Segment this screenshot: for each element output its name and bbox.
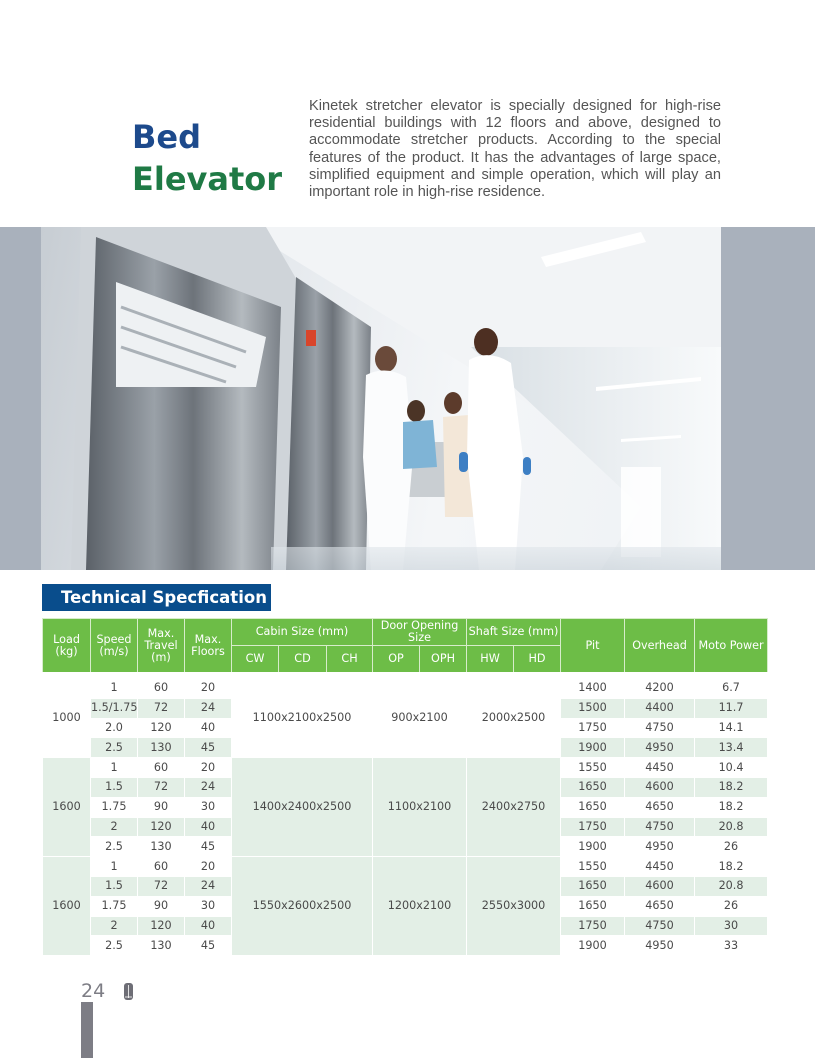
floors-cell: 45: [185, 837, 232, 857]
header-speed: Speed (m/s): [91, 619, 138, 676]
door-size-cell: 900x2100: [373, 676, 467, 758]
cabin-size-cell: 1100x2100x2500: [232, 676, 373, 758]
overhead-cell: 4950: [625, 738, 695, 758]
speed-cell: 1.5: [91, 777, 138, 797]
power-cell: 13.4: [695, 738, 768, 758]
power-cell: 18.2: [695, 777, 768, 797]
header-cd: CD: [279, 646, 327, 676]
speed-cell: 1: [91, 758, 138, 778]
speed-cell: 2: [91, 817, 138, 837]
table-row: [43, 857, 768, 877]
overhead-cell: 4600: [625, 777, 695, 797]
floors-cell: 20: [185, 676, 232, 699]
load-cell: 1600: [43, 758, 91, 857]
floors-cell: 20: [185, 857, 232, 877]
speed-cell: 1: [91, 857, 138, 877]
travel-cell: 120: [138, 817, 185, 837]
pit-cell: 1750: [561, 817, 625, 837]
power-cell: 26: [695, 837, 768, 857]
overhead-cell: 4450: [625, 857, 695, 877]
overhead-cell: 4750: [625, 718, 695, 738]
load-cell: 1600: [43, 857, 91, 956]
header-hw: HW: [467, 646, 514, 676]
floors-cell: 24: [185, 698, 232, 718]
header-load: Load (kg): [43, 619, 91, 676]
header-pit: Pit: [561, 619, 625, 676]
speed-cell: 1.5: [91, 876, 138, 896]
power-cell: 18.2: [695, 857, 768, 877]
overhead-cell: 4950: [625, 936, 695, 956]
table-row: [43, 676, 768, 699]
shaft-size-cell: 2400x2750: [467, 758, 561, 857]
pit-cell: 1650: [561, 797, 625, 817]
travel-cell: 72: [138, 698, 185, 718]
power-cell: 30: [695, 916, 768, 936]
header-shaft-size: Shaft Size (mm): [467, 619, 561, 646]
speed-cell: 1: [91, 676, 138, 699]
travel-cell: 60: [138, 857, 185, 877]
travel-cell: 90: [138, 797, 185, 817]
header-cabin-size: Cabin Size (mm): [232, 619, 373, 646]
overhead-cell: 4600: [625, 876, 695, 896]
travel-cell: 130: [138, 837, 185, 857]
travel-cell: 130: [138, 738, 185, 758]
power-cell: 14.1: [695, 718, 768, 738]
travel-cell: 90: [138, 896, 185, 916]
section-title: Technical Specfication: [42, 584, 271, 611]
door-size-cell: 1100x2100: [373, 758, 467, 857]
header-oph: OPH: [420, 646, 467, 676]
speed-cell: 2.5: [91, 738, 138, 758]
travel-cell: 60: [138, 758, 185, 778]
pit-cell: 1750: [561, 916, 625, 936]
power-cell: 20.8: [695, 817, 768, 837]
intro-paragraph: Kinetek stretcher elevator is specially designed for high-rise residential buildings with 12 floors and above, designed to accommodate stretcher products. According to the special features of the product. It has the advantages of large space, simplified equipment and simple operation, which will play an important role in high-rise residence.: [309, 98, 721, 201]
header-overhead: Overhead: [625, 619, 695, 676]
power-cell: 26: [695, 896, 768, 916]
pit-cell: 1900: [561, 936, 625, 956]
shaft-size-cell: 2550x3000: [467, 857, 561, 956]
elevator-photo-illustration: [41, 227, 721, 570]
header-hd: HD: [514, 646, 561, 676]
pit-cell: 1750: [561, 718, 625, 738]
power-cell: 20.8: [695, 876, 768, 896]
floors-cell: 45: [185, 738, 232, 758]
floors-cell: 45: [185, 936, 232, 956]
spec-table: [42, 618, 768, 956]
overhead-cell: 4950: [625, 837, 695, 857]
speed-cell: 1.5/1.75: [91, 698, 138, 718]
header-op: OP: [373, 646, 420, 676]
speed-cell: 2.5: [91, 837, 138, 857]
page-bar: [81, 1002, 93, 1058]
overhead-cell: 4650: [625, 797, 695, 817]
pit-cell: 1550: [561, 857, 625, 877]
speed-cell: 2.0: [91, 718, 138, 738]
cabin-size-cell: 1400x2400x2500: [232, 758, 373, 857]
floors-cell: 40: [185, 916, 232, 936]
overhead-cell: 4750: [625, 916, 695, 936]
shaft-size-cell: 2000x2500: [467, 676, 561, 758]
header-max-travel: Max. Travel (m): [138, 619, 185, 676]
overhead-cell: 4200: [625, 676, 695, 699]
floors-cell: 20: [185, 758, 232, 778]
pit-cell: 1550: [561, 758, 625, 778]
travel-cell: 120: [138, 718, 185, 738]
floors-cell: 30: [185, 797, 232, 817]
travel-cell: 120: [138, 916, 185, 936]
speed-cell: 2.5: [91, 936, 138, 956]
pit-cell: 1900: [561, 738, 625, 758]
power-cell: 18.2: [695, 797, 768, 817]
header-door-opening: Door Opening Size: [373, 619, 467, 646]
page-title: [132, 116, 282, 200]
pit-cell: 1500: [561, 698, 625, 718]
power-cell: 33: [695, 936, 768, 956]
pit-cell: 1650: [561, 777, 625, 797]
pit-cell: 1400: [561, 676, 625, 699]
header-max-floors: Max. Floors: [185, 619, 232, 676]
header-ch: CH: [327, 646, 373, 676]
speed-cell: 1.75: [91, 896, 138, 916]
travel-cell: 72: [138, 876, 185, 896]
speed-cell: 1.75: [91, 797, 138, 817]
header-cw: CW: [232, 646, 279, 676]
overhead-cell: 4750: [625, 817, 695, 837]
load-cell: 1000: [43, 676, 91, 758]
floors-cell: 24: [185, 777, 232, 797]
power-cell: 6.7: [695, 676, 768, 699]
travel-cell: 72: [138, 777, 185, 797]
overhead-cell: 4650: [625, 896, 695, 916]
cabin-size-cell: 1550x2600x2500: [232, 857, 373, 956]
floors-cell: 24: [185, 876, 232, 896]
speed-cell: 2: [91, 916, 138, 936]
title-line-elevator: Elevator: [132, 160, 283, 198]
page-number: 24: [81, 980, 106, 1002]
pit-cell: 1650: [561, 896, 625, 916]
overhead-cell: 4400: [625, 698, 695, 718]
bookmark-icon: [123, 983, 134, 1000]
title-line-bed: Bed: [132, 118, 201, 156]
travel-cell: 130: [138, 936, 185, 956]
door-size-cell: 1200x2100: [373, 857, 467, 956]
floors-cell: 40: [185, 718, 232, 738]
pit-cell: 1650: [561, 876, 625, 896]
table-row: [43, 758, 768, 778]
elevator-photo: [41, 227, 721, 570]
floors-cell: 40: [185, 817, 232, 837]
floors-cell: 30: [185, 896, 232, 916]
header-moto-power: Moto Power: [695, 619, 768, 676]
power-cell: 10.4: [695, 758, 768, 778]
power-cell: 11.7: [695, 698, 768, 718]
overhead-cell: 4450: [625, 758, 695, 778]
travel-cell: 60: [138, 676, 185, 699]
pit-cell: 1900: [561, 837, 625, 857]
